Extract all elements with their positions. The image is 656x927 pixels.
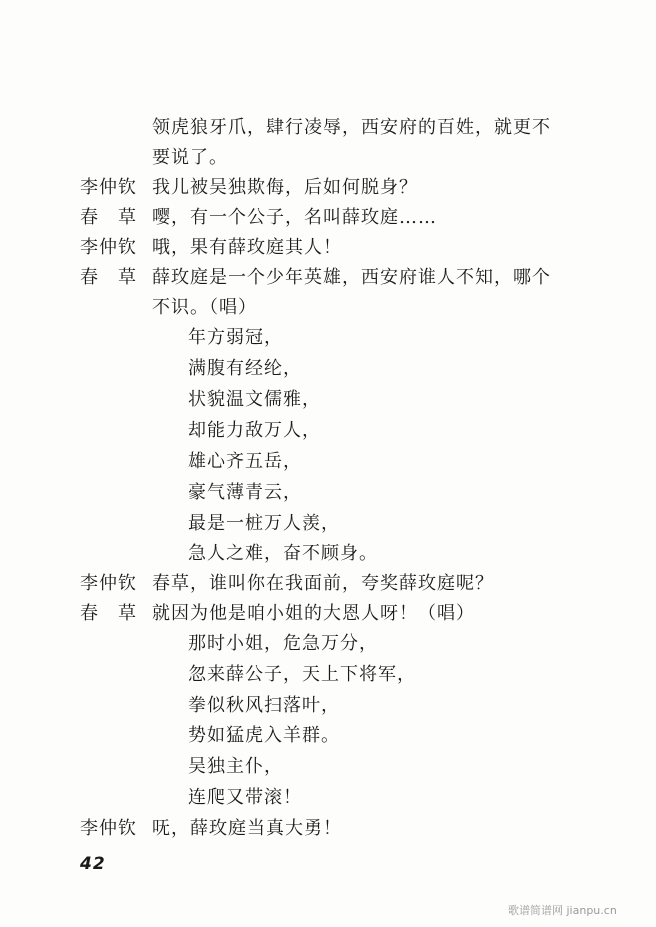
speaker-name: 李仲钦	[80, 573, 137, 594]
dialogue-line: 薛玫庭是一个少年英雄，西安府谁人不知，哪个	[152, 267, 551, 288]
verse-line: 年方弱冠，	[188, 327, 283, 348]
verse-line: 吴独主仆，	[188, 756, 283, 777]
watermark: 歌谱简谱网 jianpu.cn	[508, 904, 617, 917]
page-number: 42	[80, 854, 106, 874]
dialogue-line: 不识。（唱）	[152, 297, 257, 318]
dialogue-line: 嘤，有一个公子，名叫薛玫庭……	[152, 207, 437, 228]
dialogue-line: 哦，果有薛玫庭其人！	[152, 237, 342, 258]
verse-line: 却能力敌万人，	[188, 420, 321, 441]
dialogue-line: 呒，薛玫庭当真大勇！	[152, 818, 342, 839]
speaker-name: 李仲钦	[80, 818, 137, 839]
dialogue-line: 我儿被吴独欺侮，后如何脱身？	[152, 177, 418, 198]
verse-line: 连爬又带滚！	[188, 787, 302, 808]
speaker-name: 李仲钦	[80, 237, 137, 258]
verse-line: 那时小姐，危急万分，	[188, 633, 378, 654]
verse-line: 雄心齐五岳，	[188, 451, 302, 472]
verse-line: 势如猛虎入羊群。	[188, 725, 340, 746]
verse-line: 豪气薄青云，	[188, 482, 302, 503]
verse-line: 急人之难，奋不顾身。	[188, 543, 378, 564]
speaker-name: 李仲钦	[80, 177, 137, 198]
speaker-name: 春 草	[80, 603, 137, 624]
verse-line: 状貌温文儒雅，	[188, 389, 321, 410]
verse-line: 拳似秋风扫落叶，	[188, 695, 340, 716]
dialogue-line: 领虎狼牙爪，肆行凌辱，西安府的百姓，就更不	[152, 117, 551, 138]
verse-line: 最是一桩万人羡，	[188, 513, 340, 534]
speaker-name: 春 草	[80, 207, 137, 228]
dialogue-line: 就因为他是咱小姐的大恩人呀！（唱）	[152, 603, 475, 624]
speaker-name: 春 草	[80, 267, 137, 288]
dialogue-line: 要说了。	[152, 147, 228, 168]
verse-line: 忽来薛公子，天上下将军，	[188, 664, 416, 685]
verse-line: 满腹有经纶，	[188, 358, 302, 379]
dialogue-line: 春草，谁叫你在我面前，夸奖薛玫庭呢？	[152, 573, 494, 594]
